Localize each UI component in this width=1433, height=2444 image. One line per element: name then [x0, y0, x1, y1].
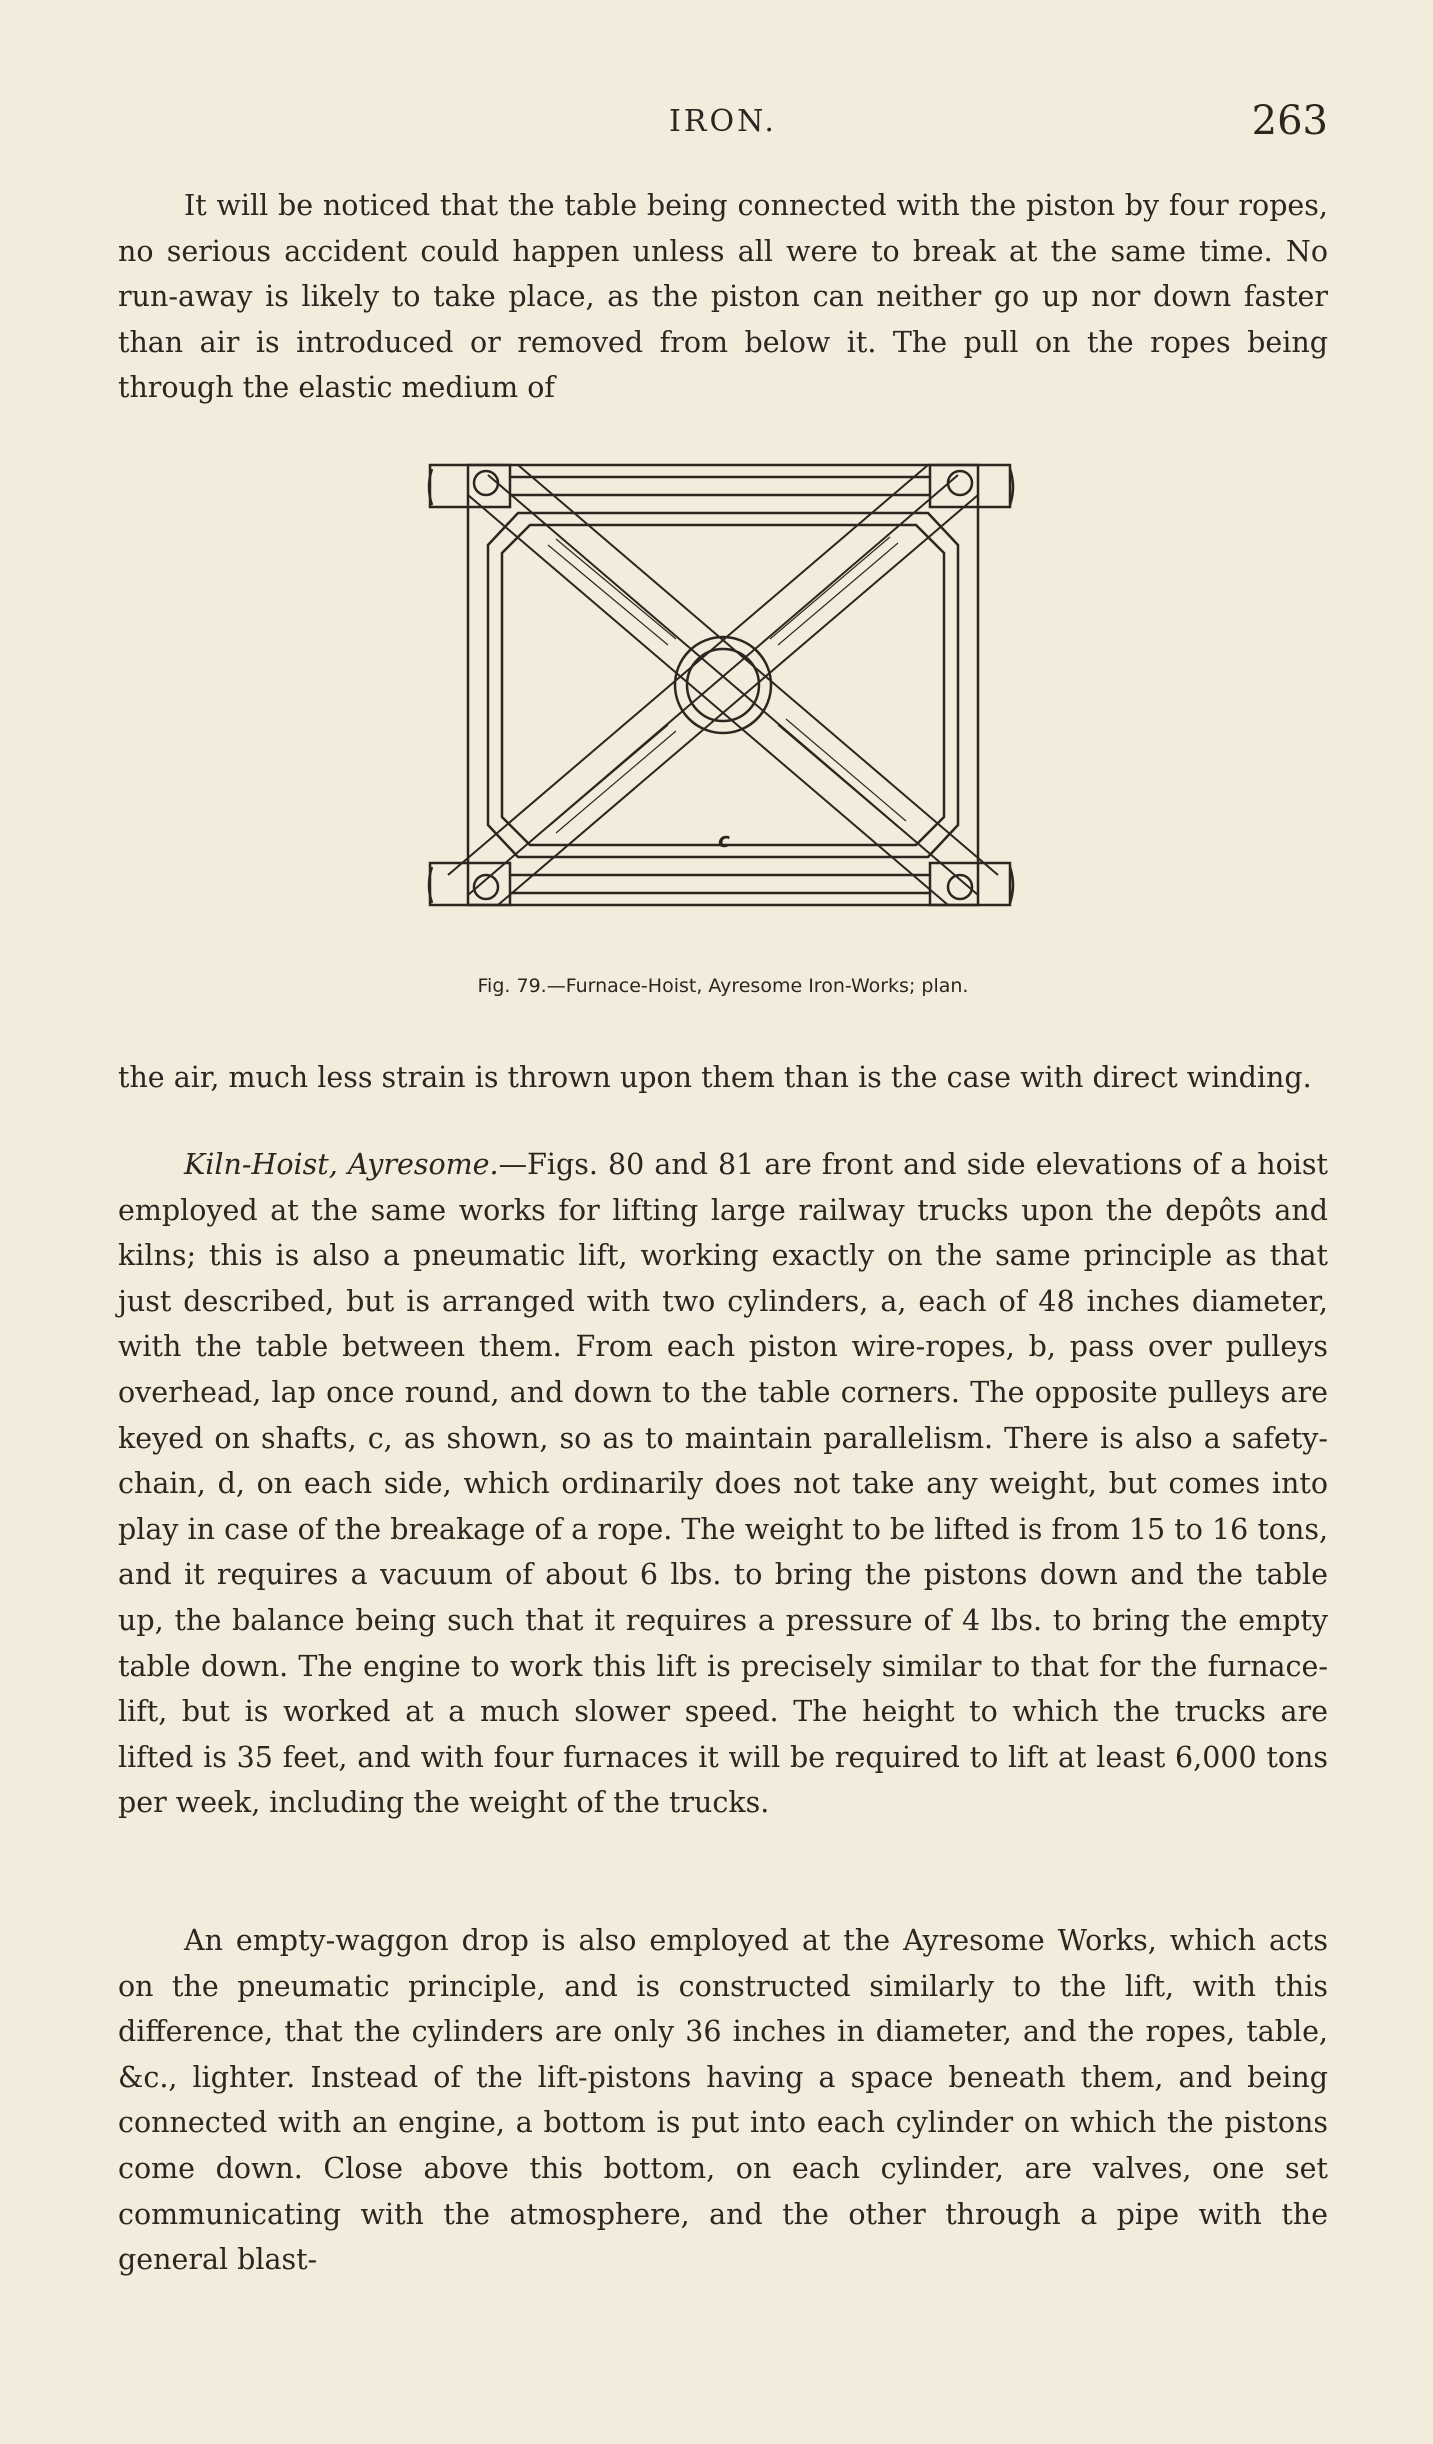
figure-pulley [948, 471, 972, 495]
paragraph-3 [118, 1142, 1328, 1826]
running-title: IRON. [669, 104, 777, 139]
paragraph-4: An empty-waggon drop is also employed at the Ayresome Works, which acts on the pneumatic principle, and is constructed similarly to the lift, with this difference, that the cylinders are only 36 inches in diameter, and the ropes, table, &c., lighter. Instead of the lift-pistons having a space beneath them, and being connected with an engine, a bottom is put into each cylinder on which the pistons come down. Close above this bottom, on each cylinder, are valves, one set communicating with the atmosphere, and the other through a pipe with the general blast- [118, 1924, 1328, 2277]
figure-pulley [474, 471, 498, 495]
paragraph-3-heading: Kiln-Hoist, Ayresome. [184, 1148, 499, 1181]
paragraph-2: the air, much less strain is thrown upon them than is the case with direct winding. [118, 1061, 1312, 1094]
page-header [118, 100, 1328, 150]
paragraph-3-body: —Figs. 80 and 81 are front and side elevations of a hoist employed at the same works for lifting large railway trucks upon the depôts and kilns; this is also a pneumatic lift, working exactly on the same principle as that just described, but is arranged with two cylinders, a, each of 48 inches diameter, with the table between them. From each piston wire-ropes, b, pass over pulleys overhead, lap once round, and down to the table corners. The opposite pulleys are keyed on shafts, c, as shown, so as to maintain parallelism. There is also a safety-chain, d, on each side, which ordinarily does not take any weight, but comes into play in case of the breakage of a rope. The weight to be lifted is from 15 to 16 tons, and it requires a vacuum of about 6 lbs. to bring the pistons down and the table up, the balance being such that it requires a pressure of 4 lbs. to bring the empty table down. The engine to work this lift is precisely similar to that for the furnace-lift, but is worked at a much slower speed. The height to which the trucks are lifted is 35 feet, and with four furnaces it will be required to lift at least 6,000 tons per week, including the weight of the trucks. [118, 1148, 1328, 1820]
figure-caption: Fig. 79.—Furnace-Hoist, Ayresome Iron-Works; plan. [477, 975, 969, 997]
page-number: 263 [1251, 98, 1328, 144]
furnace-hoist-plan-figure [418, 455, 1028, 955]
paragraph-1: It will be noticed that the table being connected with the piston by four ropes, no serious accident could happen unless all were to break at the same time. No run-away is likely to take place, as the piston can neither go up nor down faster than air is introduced or removed from below it. The pull on the ropes being through the elastic medium of [118, 189, 1328, 405]
figure-label-c: c [718, 828, 730, 852]
